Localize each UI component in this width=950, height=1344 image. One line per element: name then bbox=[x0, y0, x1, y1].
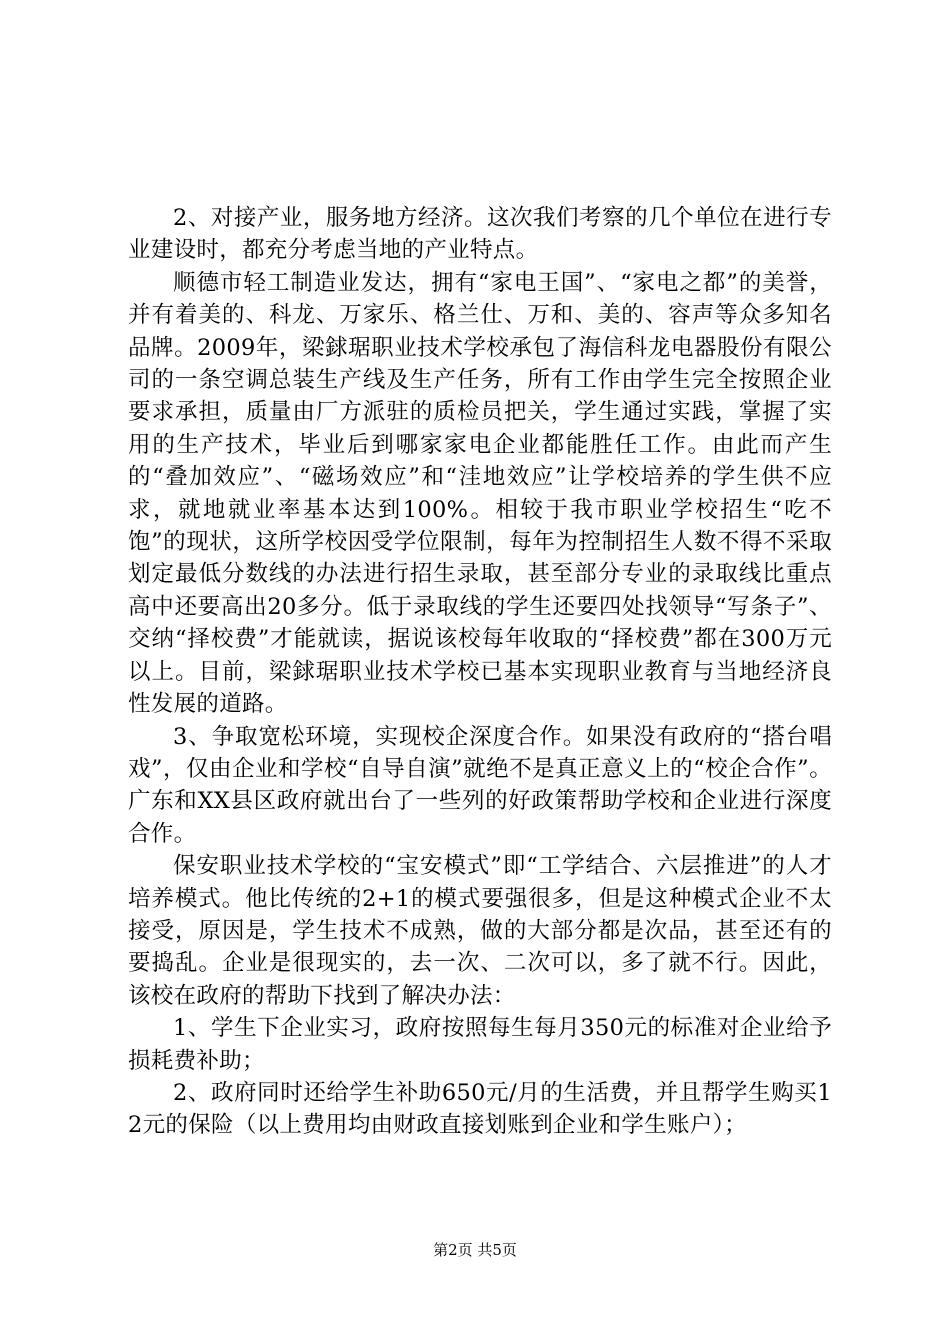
page-number: 第2页 共5页 bbox=[433, 1241, 517, 1259]
paragraph-policy-environment: 3、争取宽松环境，实现校企深度合作。如果没有政府的“搭台唱戏”，仅由企业和学校“自导自演”就绝不是真正意义上的“校企合作”。广东和XX县区政府就出台了一些列的好政策帮助学校和企业进行深度合作。 bbox=[128, 723, 832, 847]
paragraph-subsidy-student: 2、政府同时还给学生补助650元/月的生活费，并且帮学生购买12元的保险（以上费用均由财政直接划账到企业和学生账户）； bbox=[128, 1079, 832, 1139]
paragraph-shunde-example: 顺德市轻工制造业发达，拥有“家电王国”、“家电之都”的美誉，并有着美的、科龙、万家乐、格兰仕、万和、美的、容声等众多知名品牌。2009年，梁銶琚职业技术学校承包了海信科龙电器股份有限公司的一条空调总装生产线及生产任务，所有工作由学生完全按照企业要求承担，质量由厂方派驻的质检员把关，学生通过实践，掌握了实用的生产技术，毕业后到哪家家电企业都能胜任工作。由此而产生的“叠加效应”、“磁场效应”和“洼地效应”让学校培养的学生供不应求，就地就业率基本达到100%。相较于我市职业学校招生“吃不饱”的现状，这所学校因受学位限制，每年为控制招生人数不得不采取划定最低分数线的办法进行招生录取，甚至部分专业的录取线比重点高中还要高出20多分。低于录取线的学生还要四处找领导“写条子”、交纳“择校费”才能就读，据说该校每年收取的“择校费”都在300万元以上。目前，梁銶琚职业技术学校已基本实现职业教育与当地经济良性发展的道路。 bbox=[128, 269, 832, 718]
body-text bbox=[128, 202, 832, 1142]
page-footer bbox=[0, 1240, 950, 1260]
paragraph-subsidy-enterprise: 1、学生下企业实习，政府按照每生每月350元的标准对企业给予损耗费补助； bbox=[128, 1015, 832, 1074]
paragraph-industry-docking: 2、对接产业，服务地方经济。这次我们考察的几个单位在进行专业建设时，都充分考虑当地的产业特点。 bbox=[128, 205, 832, 264]
paragraph-baoan-model: 保安职业技术学校的“宝安模式”即“工学结合、六层推进”的人才培养模式。他比传统的2+1的模式要强很多，但是这种模式企业不太接受，原因是，学生技术不成熟，做的大部分都是次品，甚至还有的要捣乱。企业是很现实的，去一次、二次可以，多了就不行。因此，该校在政府的帮助下找到了解决办法： bbox=[128, 853, 832, 1009]
